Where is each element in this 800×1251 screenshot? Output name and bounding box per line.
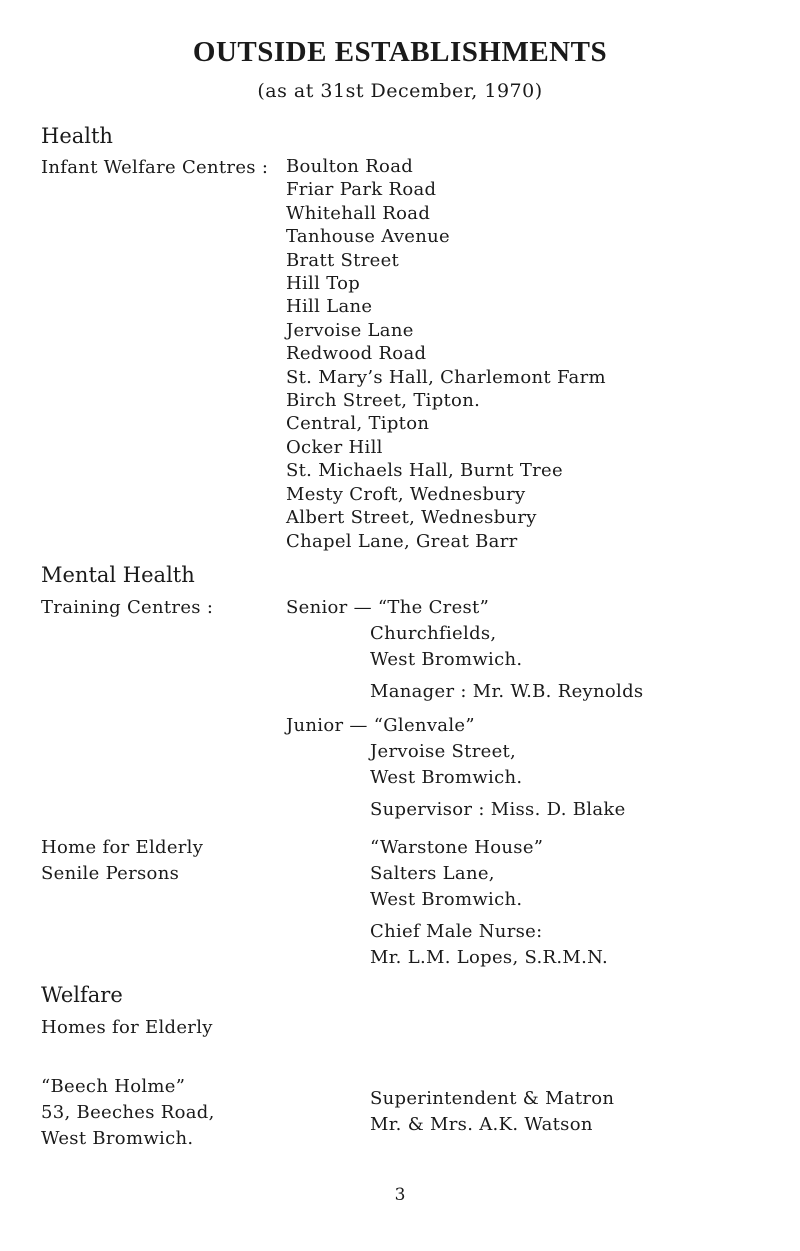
page-title: OUTSIDE ESTABLISHMENTS — [192, 36, 608, 68]
infant-welfare-label: Infant Welfare Centres : — [41, 157, 269, 178]
warstone-house — [370, 835, 608, 971]
warstone-line: “Warstone House” — [370, 837, 544, 858]
warstone-line: Salters Lane, — [370, 863, 495, 884]
list-item: Birch Street, Tipton. — [286, 390, 481, 412]
homes-elderly-label: Homes for Elderly — [41, 1017, 213, 1038]
junior-centre — [286, 713, 626, 823]
elderly-senile-label — [41, 835, 203, 887]
welfare-staff-line: Mr. & Mrs. A.K. Watson — [370, 1114, 593, 1135]
senior-line: Senior — “The Crest” — [286, 597, 490, 618]
beech-line: 53, Beeches Road, — [41, 1102, 215, 1123]
page-subtitle: (as at 31st December, 1970) — [257, 80, 543, 102]
list-item: Central, Tipton — [286, 413, 430, 435]
list-item: Jervoise Lane — [286, 319, 414, 341]
senior-line: West Bromwich. — [370, 649, 523, 670]
list-item: Boulton Road — [286, 156, 414, 177]
list-item: St. Mary’s Hall, Charlemont Farm — [286, 366, 606, 388]
section-heading-health: Health — [41, 124, 113, 148]
list-item: Hill Top — [286, 273, 361, 295]
warstone-staff: Chief Male Nurse: — [370, 921, 543, 942]
infant-welfare-list — [286, 155, 606, 553]
list-item: Tanhouse Avenue — [286, 226, 450, 248]
senior-manager: Manager : Mr. W.B. Reynolds — [370, 681, 644, 702]
junior-line: West Bromwich. — [370, 767, 523, 788]
senior-centre — [286, 595, 643, 705]
list-item: Ocker Hill — [286, 436, 383, 458]
junior-line: Jervoise Street, — [370, 741, 517, 762]
junior-line: Junior — “Glenvale” — [286, 715, 475, 736]
junior-supervisor: Supervisor : Miss. D. Blake — [370, 799, 626, 820]
elderly-label-line: Home for Elderly — [41, 837, 204, 858]
welfare-staff-line: Superintendent & Matron — [370, 1088, 615, 1109]
list-item: Mesty Croft, Wednesbury — [286, 483, 526, 505]
list-item: Bratt Street — [286, 249, 400, 271]
page-number: 3 — [394, 1185, 406, 1205]
list-item: Friar Park Road — [286, 179, 437, 201]
list-item: Chapel Lane, Great Barr — [286, 530, 518, 552]
elderly-label-line: Senile Persons — [41, 863, 180, 884]
beech-holme — [41, 1074, 215, 1152]
list-item: Albert Street, Wednesbury — [286, 507, 537, 529]
list-item: St. Michaels Hall, Burnt Tree — [286, 460, 563, 482]
senior-line: Churchfields, — [370, 623, 497, 644]
beech-line: West Bromwich. — [41, 1128, 194, 1149]
list-item: Hill Lane — [286, 296, 373, 318]
beech-line: “Beech Holme” — [41, 1076, 186, 1097]
warstone-staff: Mr. L.M. Lopes, S.R.M.N. — [370, 947, 609, 968]
list-item: Redwood Road — [286, 343, 427, 365]
training-centres-label: Training Centres : — [41, 597, 214, 618]
welfare-staff — [370, 1086, 614, 1138]
section-heading-welfare: Welfare — [41, 983, 123, 1007]
warstone-line: West Bromwich. — [370, 889, 523, 910]
section-heading-mental-health: Mental Health — [41, 563, 195, 587]
list-item: Whitehall Road — [286, 202, 431, 224]
